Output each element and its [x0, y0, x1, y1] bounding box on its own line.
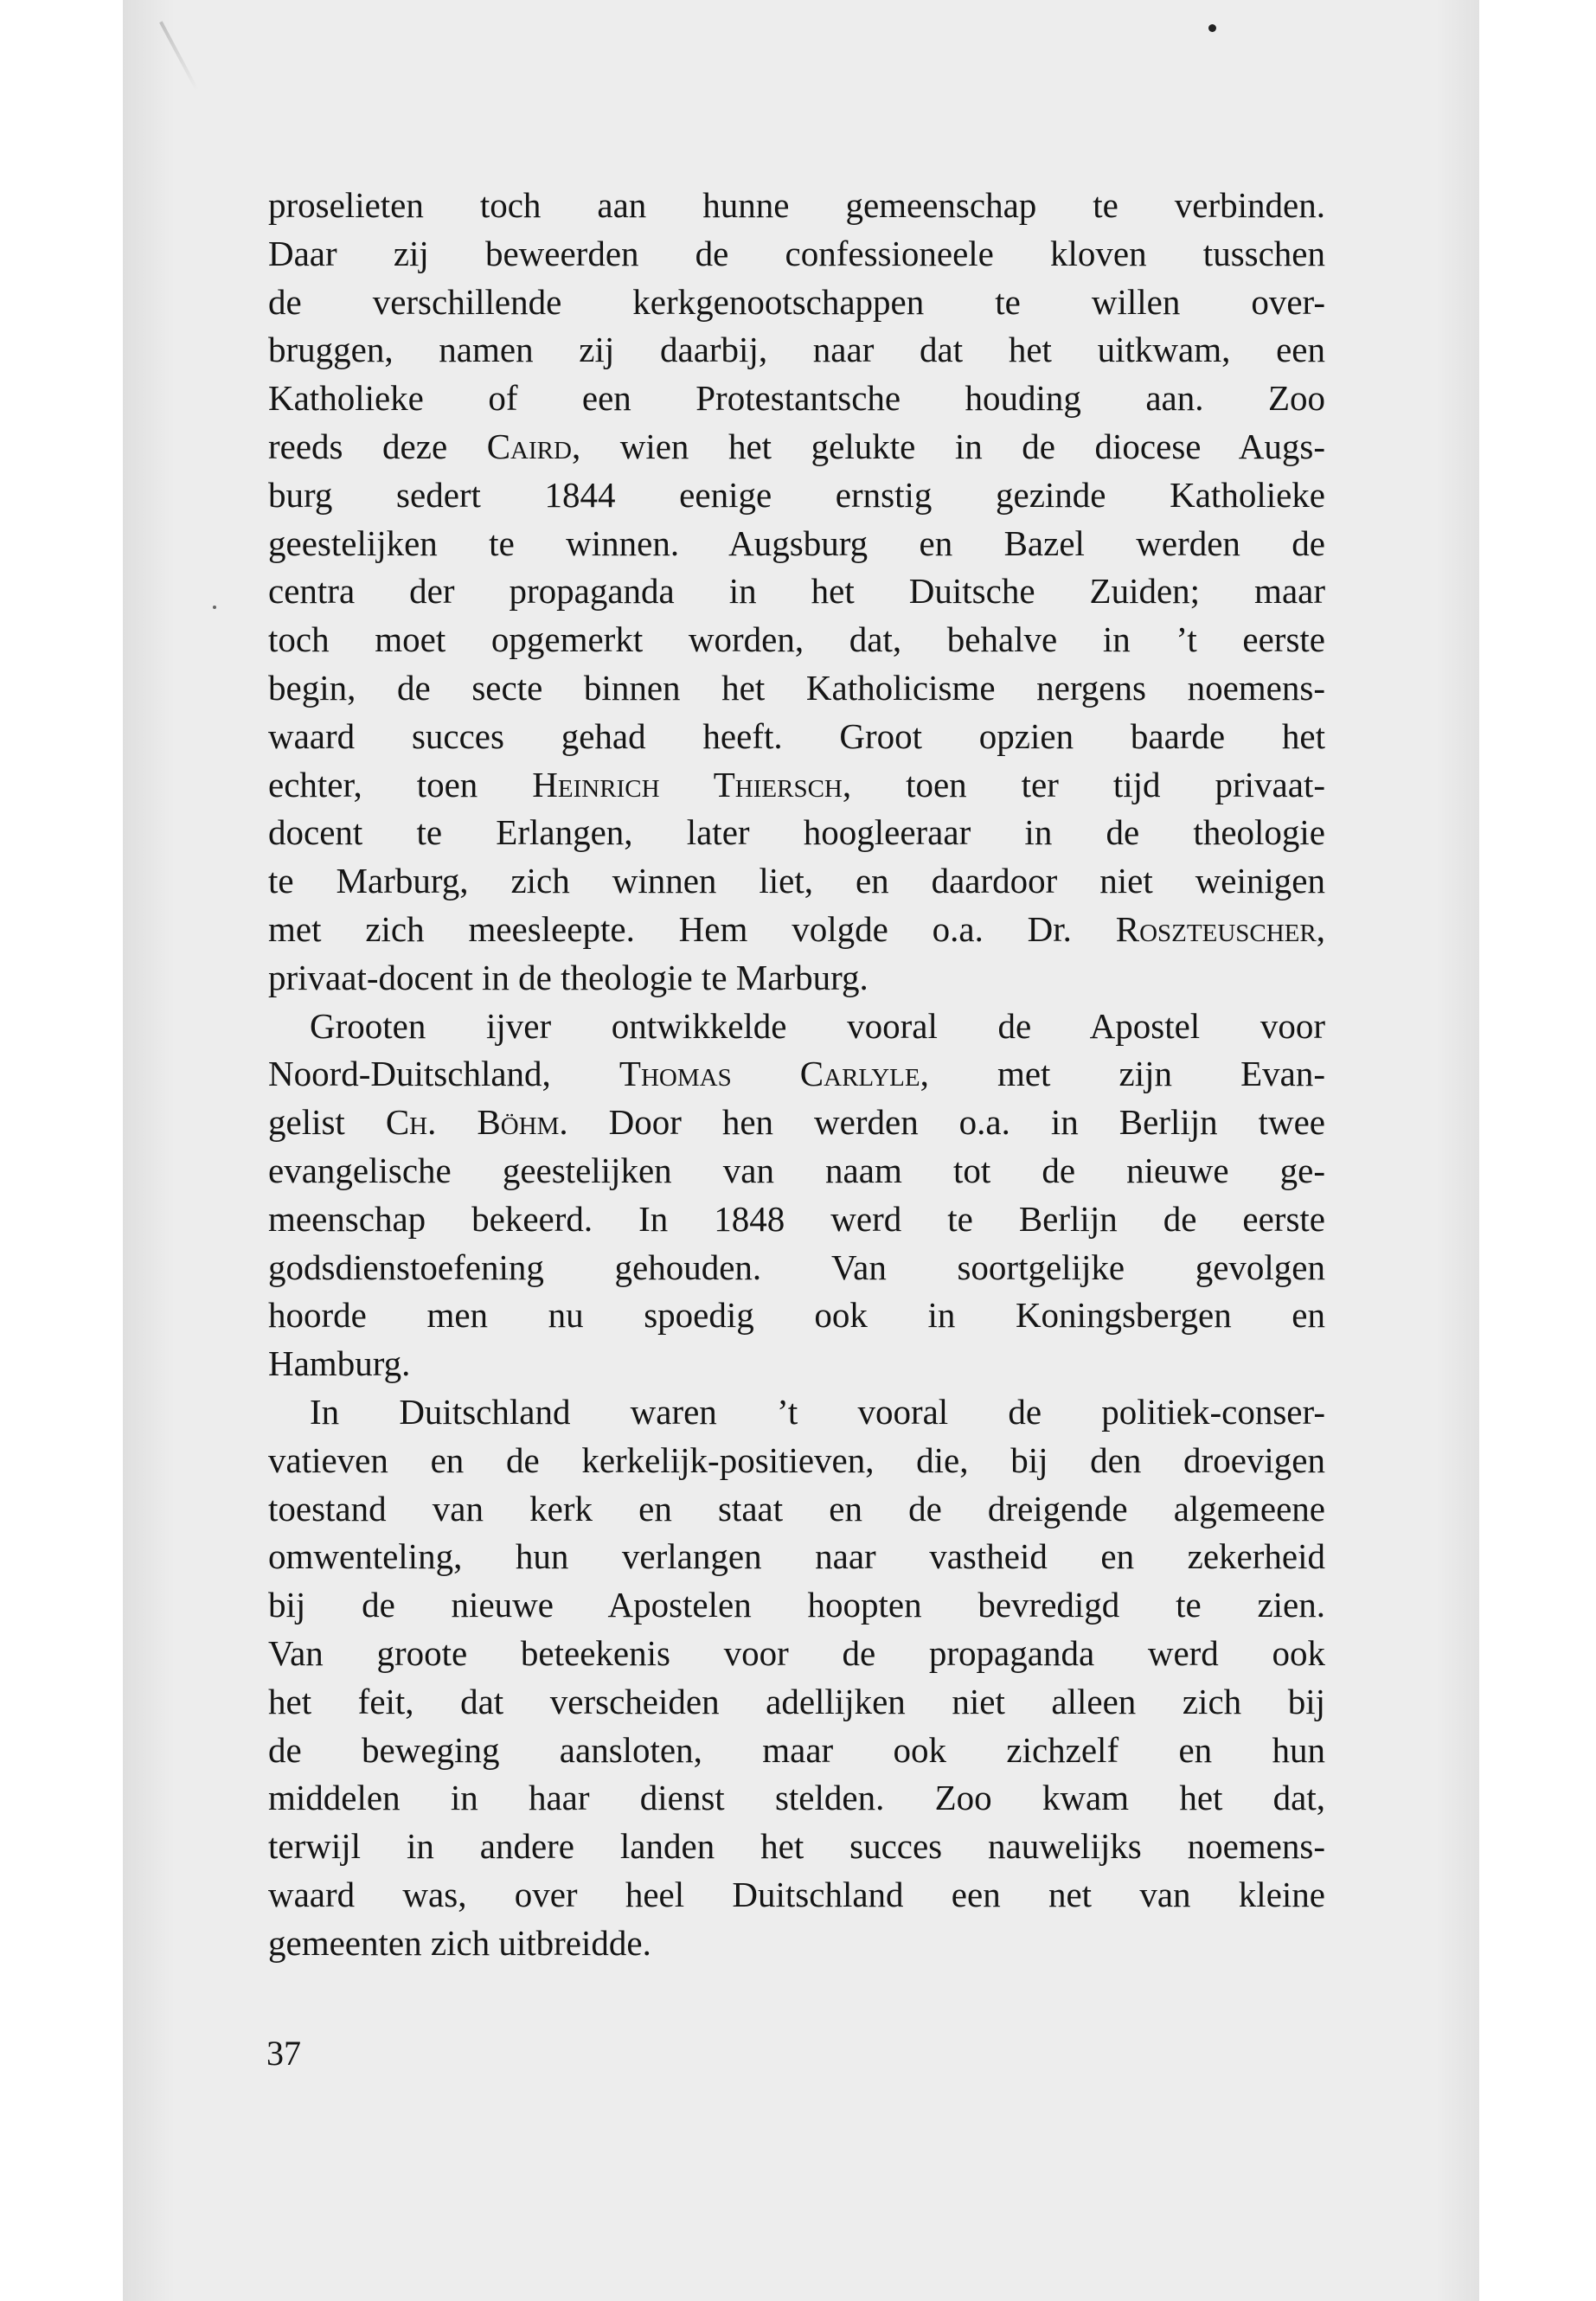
text-line: omwenteling, hun verlangen naar vastheid en zekerheid	[268, 1536, 1325, 1577]
text-line: bruggen, namen zij daarbij, naar dat het uitkwam, een	[268, 330, 1325, 370]
text-line: evangelische geestelijken van naam tot de nieuwe ge-	[268, 1150, 1325, 1190]
text-line: godsdienstoefening gehouden. Van soortgelijke gevolgen	[268, 1247, 1325, 1287]
text-line: Hamburg.	[268, 1343, 411, 1384]
text-line: docent te Erlangen, later hoogleeraar in de theologie	[268, 812, 1325, 853]
text-line: begin, de secte binnen het Katholicisme nergens noemens-	[268, 667, 1325, 708]
text-line: geestelijken te winnen. Augsburg en Bazel werden de	[268, 522, 1325, 563]
text-line: Grooten ijver ontwikkelde vooral de Apostel voor	[310, 1005, 1325, 1046]
text-line: reeds deze Caird, wien het gelukte in de diocese Augs-	[268, 426, 1325, 466]
text-line: vatieven en de kerkelijk-positieven, die, bij den droevigen	[268, 1439, 1325, 1480]
text-line: middelen in haar dienst stelden. Zoo kwam het dat,	[268, 1778, 1325, 1818]
text-line: hoorde men nu spoedig ook in Koningsbergen en	[268, 1295, 1325, 1336]
text-line: Noord-Duitschland, Thomas Carlyle, met zijn Evan-	[268, 1054, 1325, 1094]
small-caps-name: Ch. Böhm	[385, 1102, 560, 1143]
text-line: de verschillende kerkgenootschappen te willen over-	[268, 281, 1325, 322]
small-caps-name: Caird	[486, 426, 572, 466]
text-line: terwijl in andere landen het succes nauwelijks noemens-	[268, 1826, 1325, 1867]
page-number: 37	[266, 2034, 301, 2073]
text-line: burg sedert 1844 eenige ernstig gezinde Katholieke	[268, 474, 1325, 515]
text-line: Katholieke of een Protestantsche houding aan. Zoo	[268, 378, 1325, 419]
text-line: bij de nieuwe Apostelen hoopten bevredigd te zien.	[268, 1585, 1325, 1625]
text-line: waard succes gehad heeft. Groot opzien baarde het	[268, 715, 1325, 756]
small-caps-name: Thomas Carlyle	[619, 1054, 920, 1094]
ink-speck	[1208, 24, 1216, 32]
text-line: Van groote beteekenis voor de propaganda werd ook	[268, 1632, 1325, 1673]
text-line: centra der propaganda in het Duitsche Zuiden; maar	[268, 571, 1325, 612]
text-line: waard was, over heel Duitschland een net van kleine	[268, 1874, 1325, 1914]
text-line: het feit, dat verscheiden adellijken niet alleen zich bij	[268, 1681, 1325, 1721]
ink-speck	[213, 606, 216, 609]
text-line: In Duitschland waren ’t vooral de politiek-conser-	[310, 1391, 1325, 1432]
text-line: met zich meesleepte. Hem volgde o.a. Dr. Roszteuscher,	[268, 908, 1325, 949]
text-line: toestand van kerk en staat en de dreigende algemeene	[268, 1488, 1325, 1529]
small-caps-name: Roszteuscher	[1115, 908, 1317, 949]
text-line: proselieten toch aan hunne gemeenschap te verbinden.	[268, 185, 1325, 225]
text-line: echter, toen Heinrich Thiersch, toen ter tijd privaat-	[268, 764, 1325, 804]
text-line: gemeenten zich uitbreidde.	[268, 1922, 651, 1963]
text-line: Daar zij beweerden de confessioneele kloven tusschen	[268, 233, 1325, 273]
text-line: privaat-docent in de theologie te Marburg.	[268, 957, 869, 997]
small-caps-name: Heinrich Thiersch	[532, 764, 843, 804]
body-text	[268, 182, 1325, 1967]
text-line: te Marburg, zich winnen liet, en daardoor niet weinigen	[268, 861, 1325, 901]
text-line: gelist Ch. Böhm. Door hen werden o.a. in Berlijn twee	[268, 1102, 1326, 1143]
text-line: de beweging aansloten, maar ook zichzelf en hun	[268, 1729, 1325, 1770]
text-line: meenschap bekeerd. In 1848 werd te Berlijn de eerste	[268, 1198, 1325, 1239]
text-line: toch moet opgemerkt worden, dat, behalve in ’t eerste	[268, 619, 1325, 660]
